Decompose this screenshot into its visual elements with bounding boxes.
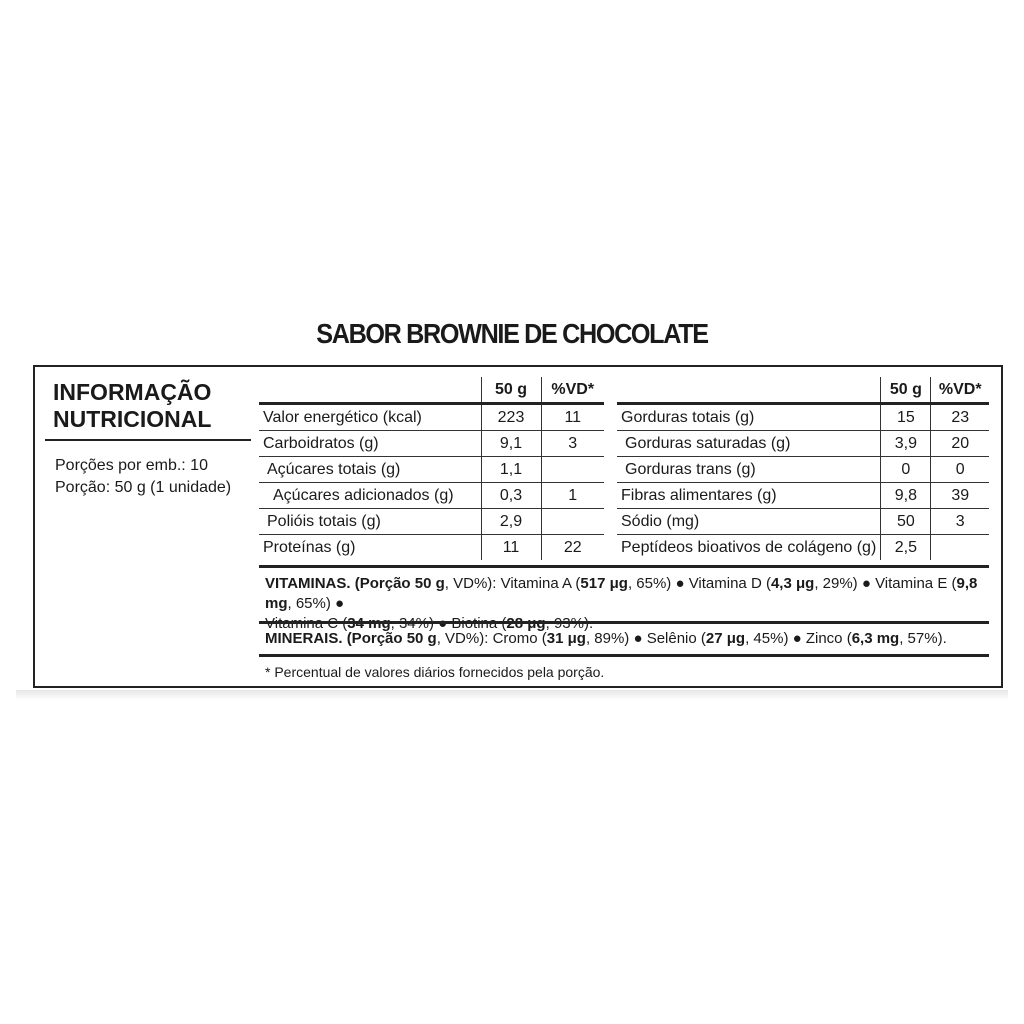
nutrients-table-left bbox=[259, 377, 604, 560]
table-row bbox=[617, 535, 989, 561]
nutrients-table-right bbox=[617, 377, 989, 560]
table-row bbox=[259, 431, 604, 457]
nutrient-dv: 23 bbox=[931, 404, 989, 431]
vitamin-quantity: 4,3 μg bbox=[770, 575, 815, 592]
nutrient-label: Proteínas (g) bbox=[263, 538, 356, 556]
nutrient-amount: 2,5 bbox=[881, 535, 931, 561]
vitamins-vd: , VD%): bbox=[444, 575, 501, 592]
nutrient-label: Gorduras saturadas (g) bbox=[617, 431, 881, 457]
header-amount: 50 g bbox=[881, 377, 931, 404]
vitamin-name: Vitamina A ( bbox=[500, 575, 581, 592]
table-header-row bbox=[259, 377, 604, 404]
header-daily-value: %VD* bbox=[541, 377, 604, 404]
nutrient-amount: 2,9 bbox=[481, 509, 541, 535]
nutrient-amount: 0 bbox=[881, 457, 931, 483]
minerals-statement bbox=[265, 629, 995, 649]
nutrient-amount: 0,3 bbox=[481, 483, 541, 509]
vitamin-name: Vitamina D ( bbox=[688, 575, 771, 592]
minerals-portion: (Porção 50 g bbox=[346, 630, 437, 647]
vitamin-percent: , 65%) ● bbox=[287, 595, 345, 612]
vitamin-name: Vitamina E ( bbox=[875, 575, 957, 592]
nutrient-label: Gorduras trans (g) bbox=[617, 457, 881, 483]
table-row bbox=[259, 483, 604, 509]
minerals-top-rule bbox=[259, 621, 989, 624]
nutrition-heading-line2: NUTRICIONAL bbox=[53, 406, 212, 432]
minerals-label: MINERAIS. bbox=[265, 630, 343, 647]
table-row bbox=[617, 483, 989, 509]
table-header-row bbox=[617, 377, 989, 404]
nutrient-label: Fibras alimentares (g) bbox=[617, 483, 881, 509]
portions-per-package: Porções por emb.: 10 bbox=[55, 457, 208, 474]
vitamins-top-rule bbox=[259, 565, 989, 568]
portion-size: Porção: 50 g (1 unidade) bbox=[55, 479, 232, 496]
nutrient-label: Açúcares totais (g) bbox=[259, 457, 481, 483]
mineral-quantity: 31 μg bbox=[546, 630, 586, 647]
nutrient-dv: 11 bbox=[541, 404, 604, 431]
mineral-quantity: 6,3 mg bbox=[851, 630, 900, 647]
nutrient-amount: 11 bbox=[481, 535, 541, 561]
mineral-percent: , 89%) ● bbox=[585, 630, 647, 647]
nutrient-dv bbox=[541, 457, 604, 483]
vitamin-percent: , 29%) ● bbox=[814, 575, 876, 592]
mineral-name: Selênio ( bbox=[646, 630, 706, 647]
footnote: * Percentual de valores diários fornecidos pela porção. bbox=[265, 664, 605, 680]
vitamins-statement bbox=[265, 574, 995, 634]
nutrient-amount: 9,1 bbox=[481, 431, 541, 457]
nutrient-amount: 50 bbox=[881, 509, 931, 535]
flavor-title: SABOR BROWNIE DE CHOCOLATE bbox=[316, 318, 708, 349]
nutrition-heading-line1: INFORMAÇÃO bbox=[53, 379, 212, 405]
nutrient-label: Açúcares adicionados (g) bbox=[259, 483, 481, 509]
nutrient-dv: 3 bbox=[541, 431, 604, 457]
header-daily-value: %VD* bbox=[931, 377, 989, 404]
nutrient-label: Sódio (mg) bbox=[617, 509, 881, 535]
nutrient-dv: 20 bbox=[931, 431, 989, 457]
nutrition-heading bbox=[53, 379, 211, 433]
minerals-vd: , VD%): bbox=[436, 630, 493, 647]
nutrient-dv bbox=[931, 535, 989, 561]
table-row bbox=[259, 535, 604, 561]
nutrient-dv: 3 bbox=[931, 509, 989, 535]
vitamin-quantity: 517 μg bbox=[580, 575, 628, 592]
heading-divider bbox=[45, 439, 251, 441]
nutrient-dv: 22 bbox=[563, 538, 582, 556]
nutrient-amount: 3,9 bbox=[881, 431, 931, 457]
nutrient-amount: 223 bbox=[481, 404, 541, 431]
nutrition-facts-panel bbox=[33, 365, 1003, 688]
table-row bbox=[617, 509, 989, 535]
nutrient-dv: 0 bbox=[931, 457, 989, 483]
table-row bbox=[259, 509, 604, 535]
nutrient-amount: 9,8 bbox=[881, 483, 931, 509]
header-blank bbox=[617, 377, 881, 404]
header-blank bbox=[259, 377, 481, 404]
mineral-percent: , 57%). bbox=[899, 630, 947, 647]
mineral-name: Zinco ( bbox=[805, 630, 852, 647]
nutrient-label: Gorduras totais (g) bbox=[617, 404, 881, 431]
nutrient-amount: 1,1 bbox=[481, 457, 541, 483]
table-row bbox=[259, 457, 604, 483]
mineral-name: Cromo ( bbox=[492, 630, 547, 647]
table-row bbox=[617, 457, 989, 483]
footnote-top-rule bbox=[259, 654, 989, 657]
panel-shadow bbox=[16, 690, 1008, 700]
mineral-quantity: 27 μg bbox=[705, 630, 746, 647]
nutrient-amount: 15 bbox=[881, 404, 931, 431]
table-row bbox=[259, 404, 604, 431]
nutrient-label: Valor energético (kcal) bbox=[259, 404, 481, 431]
mineral-percent: , 45%) ● bbox=[745, 630, 806, 647]
nutrient-dv: 39 bbox=[931, 483, 989, 509]
nutrient-label: Polióis totais (g) bbox=[259, 509, 481, 535]
nutrient-label: Peptídeos bioativos de colágeno (g) bbox=[621, 538, 877, 556]
header-amount: 50 g bbox=[481, 377, 541, 404]
vitamin-quantity: 9,8 mg bbox=[265, 575, 978, 612]
nutrient-label: Carboidratos (g) bbox=[259, 431, 481, 457]
vitamins-label: VITAMINAS. bbox=[265, 575, 351, 592]
serving-info bbox=[55, 455, 231, 499]
vitamin-percent: , 65%) ● bbox=[627, 575, 689, 592]
vitamins-portion: (Porção 50 g bbox=[354, 575, 445, 592]
table-row bbox=[617, 431, 989, 457]
nutrient-dv: 1 bbox=[541, 483, 604, 509]
nutrient-dv bbox=[541, 509, 604, 535]
table-row bbox=[617, 404, 989, 431]
